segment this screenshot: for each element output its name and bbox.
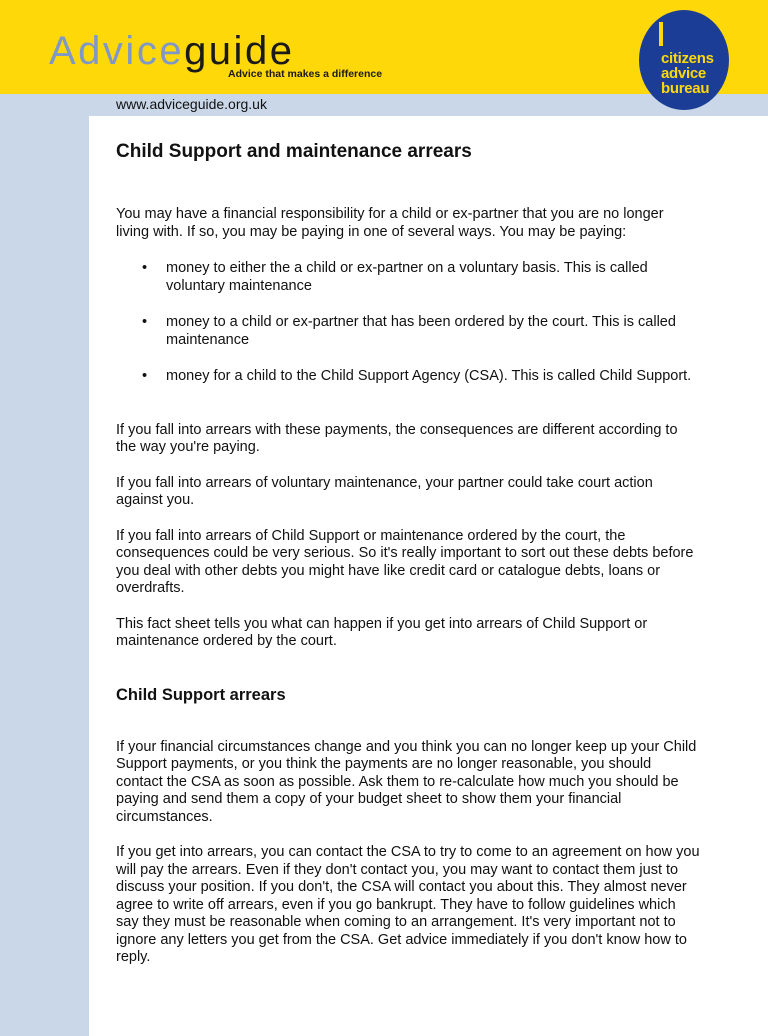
tagline: Advice that makes a difference <box>228 68 383 80</box>
paragraph: If you fall into arrears of Child Support or maintenance ordered by the court, the consequences could be very serious. So it's really important to sort out these debts before you deal with other debts you might have like credit card or catalogue debts, loans or overdrafts. <box>116 527 694 596</box>
paragraph: If you fall into arrears of voluntary maintenance, your partner could take court action against you. <box>116 474 653 508</box>
page-title: Child Support and maintenance arrears <box>116 141 472 162</box>
section-heading: Child Support arrears <box>116 685 286 704</box>
payment-types-list <box>116 260 700 386</box>
intro-paragraph: You may have a financial responsibility for a child or ex-partner that you are no longer living with. If so, you may be paying in one of several ways. You may be paying: <box>116 206 664 240</box>
paragraph: If you fall into arrears with these payments, the consequences are different according to the way you're paying. <box>116 421 678 455</box>
bullet-icon: • <box>142 260 148 276</box>
list-item: • money to either the a child or ex-partner on a voluntary basis. This is called voluntary maintenance <box>142 260 648 294</box>
paragraph: If you get into arrears, you can contact the CSA to try to come to an agreement on how you will pay the arrears. Even if they don't contact you, you may want to contact them just to discuss your position. If you don't, the CSA will contact you about this. They almost never agree to write off arrears, even if you go bankrupt. They have to follow guidelines which say they must be reasonable when coming to an arrangement. It's very important not to ignore any letters you get from the CSA. Get advice immediately if you don't know how to reply. <box>116 844 700 965</box>
bullet-icon: • <box>142 314 148 330</box>
adviceguide-logo: Adviceguide <box>49 29 295 73</box>
website-url[interactable]: www.adviceguide.org.uk <box>116 96 267 112</box>
list-item: • money to a child or ex-partner that has been ordered by the court. This is called maintenance <box>142 314 676 348</box>
paragraph: This fact sheet tells you what can happen if you get into arrears of Child Support or maintenance ordered by the court. <box>116 615 648 649</box>
article-content <box>116 140 700 967</box>
bullet-icon: • <box>142 368 148 384</box>
list-item: • money for a child to the Child Support Agency (CSA). This is called Child Support. <box>142 368 692 384</box>
header-banner <box>0 0 768 97</box>
citizens-advice-bureau-logo: citizens advice bureau <box>639 10 729 110</box>
logo-bar-icon <box>659 22 663 46</box>
paragraph: If your financial circumstances change and you think you can no longer keep up your Child Support payments, or you think the payments are no longer reasonable, you should contact the CSA as soon as possible. Ask them to re-calculate how much you should be paying and send them a copy of your budget sheet to show them your financial circumstances. <box>116 738 697 825</box>
